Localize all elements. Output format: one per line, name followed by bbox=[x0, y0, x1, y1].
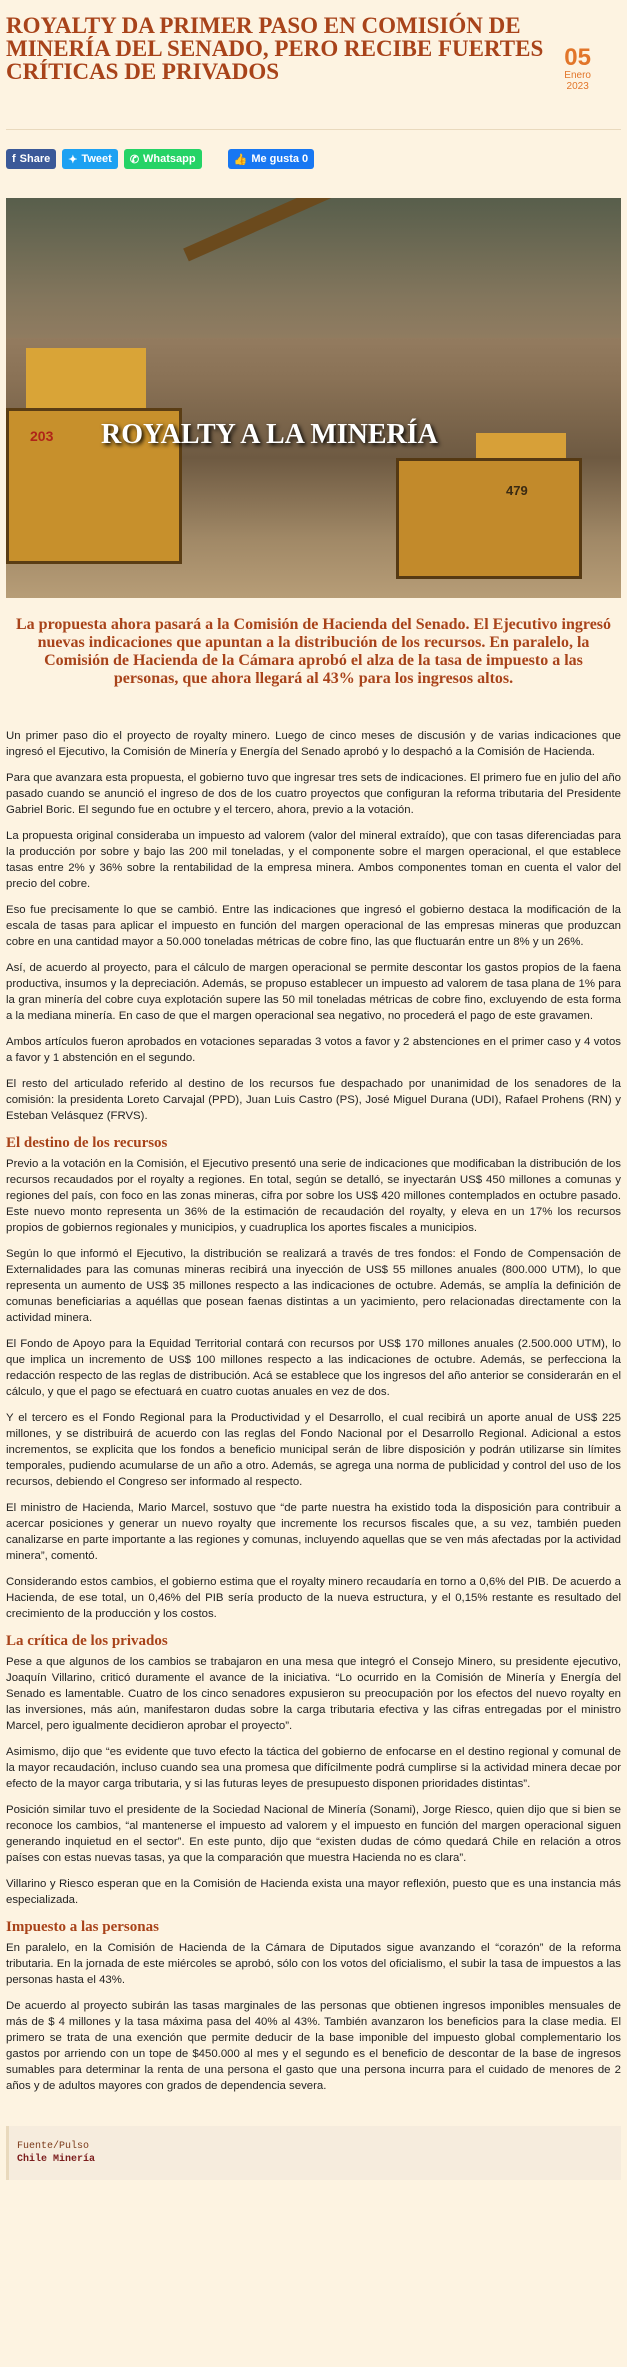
date-year: 2023 bbox=[566, 81, 589, 92]
thumbs-up-icon: 👍 bbox=[233, 153, 248, 166]
twitter-share-label: Tweet bbox=[81, 153, 112, 165]
truck-number-right: 479 bbox=[506, 483, 528, 498]
paragraph: Asimismo, dijo que “es evidente que tuvo efecto la táctica del gobierno de enfocarse en el destino regional y comunal de la mayor recaudación, incluso cuando sea una promesa que difícilmente podrá cumplirse si la actividad minera decae por efecto de la mayor carga tributaria, y si las futuras leyes de presupuesto disponen prioridades distintas”. bbox=[6, 1746, 621, 1790]
truck-number-left: 203 bbox=[30, 428, 54, 444]
paragraph: El Fondo de Apoyo para la Equidad Territorial contará con recursos por US$ 170 millones anuales (2.500.000 UTM), lo que implica un incremento de US$ 100 millones respecto a las indicaciones de octubre. Además, se perfecciona la redacción respecto de las reglas de distribución. Acá se establece que los ingresos del año anterior se considerarán en el cálculo, y que el pago se efectuará en cuatro cuotas anuales en vez de dos. bbox=[6, 1338, 621, 1398]
section-heading: Impuesto a las personas bbox=[6, 1919, 159, 1935]
paragraph: Según lo que informó el Ejecutivo, la distribución se realizará a través de tres fondos: el Fondo de Compensación de Externalidades para las comunas mineras recibirá una inyección de US$ 55 millones anuales (800.000 UTM), lo que representa un aumento de US$ 35 millones respecto a las indicaciones de octubre. Además, se amplía la definición de comunas beneficiarias a aquéllas que posean faenas distintas a un yacimiento, pero relacionadas directamente con la actividad minera. bbox=[6, 1248, 621, 1324]
paragraph: Posición similar tuvo el presidente de la Sociedad Nacional de Minería (Sonami), Jorge Riesco, quien dijo que si bien se reconoce los cambios, “al mantenerse el impuesto ad valorem y el impuesto en función del margen operacional siguen generando inquietud en el sector”. En este punto, dijo que “existen dudas de cómo quedará Chile en relación a otros países con estas nuevas tasas, ya que la comparación que muestra Hacienda no es clara”. bbox=[6, 1804, 621, 1864]
facebook-icon: f bbox=[12, 153, 16, 165]
twitter-icon: ✦ bbox=[68, 153, 78, 166]
paragraph: Ambos artículos fueron aprobados en votaciones separadas 3 votos a favor y 2 abstenciones en el primer caso y 4 votos a favor y 1 abstención en el segundo. bbox=[6, 1036, 621, 1064]
like-button[interactable] bbox=[228, 149, 315, 169]
paragraph: En paralelo, en la Comisión de Hacienda de la Cámara de Diputados sigue avanzando el “corazón” de la reforma tributaria. En la jornada de este miércoles se aprobó, sólo con los votos del oficialismo, el subir la tasa de impuestos a las personas hasta el 43%. bbox=[6, 1942, 621, 1986]
facebook-share-label: Share bbox=[19, 153, 51, 165]
whatsapp-icon: ✆ bbox=[129, 153, 140, 166]
hero-overlay-title: ROYALTY A LA MINERÍA bbox=[101, 419, 438, 450]
article-lead: La propuesta ahora pasará a la Comisión de Hacienda del Senado. El Ejecutivo ingresó nuevas indicaciones que apuntan a la distribución de los recursos. En paralelo, la Comisión de Hacienda de la Cámara aprobó el alza de la tasa de impuesto a las personas, que ahora llegará al 43% para los ingresos altos. bbox=[16, 616, 612, 687]
paragraph: Para que avanzara esta propuesta, el gobierno tuvo que ingresar tres sets de indicaciones. El primero fue en julio del año pasado cuando se anunció el ingreso de dos de los cuatro proyectos que configuran la reforma tributaria del Presidente Gabriel Boric. El segundo fue en octubre y el tercero, ahora, previo a la votación. bbox=[6, 772, 621, 816]
twitter-share-button[interactable] bbox=[62, 149, 118, 169]
paragraph: La propuesta original consideraba un impuesto ad valorem (valor del mineral extraído), que con tasas diferenciadas para la producción por sobre y bajo las 200 mil toneladas, y el componente sobre el margen operacional, el que establece tasas entre 2% y 36% sobre la rentabilidad de la empresa minera. Ambos componentes toman en cuenta el valor del precio del cobre. bbox=[6, 830, 621, 890]
source-value[interactable]: Chile Minería bbox=[17, 2154, 96, 2165]
source-label: Fuente/Pulso bbox=[17, 2141, 90, 2152]
source-box bbox=[6, 2126, 621, 2180]
publish-date bbox=[564, 46, 591, 92]
whatsapp-share-label: Whatsapp bbox=[143, 153, 196, 165]
divider bbox=[6, 129, 621, 130]
section-heading: La crítica de los privados bbox=[6, 1633, 168, 1649]
paragraph: Considerando estos cambios, el gobierno estima que el royalty minero recaudaría en torno a 0,6% del PIB. De acuerdo a Hacienda, de ese total, un 0,46% del PIB sería producto de la nueva estructura, y el 0,15% restante es resultado del crecimiento de la producción y los costos. bbox=[6, 1576, 621, 1620]
whatsapp-share-button[interactable] bbox=[124, 149, 202, 169]
date-month: Enero bbox=[564, 70, 591, 81]
article-body bbox=[0, 728, 627, 2094]
paragraph: Previo a la votación en la Comisión, el Ejecutivo presentó una serie de indicaciones que modificaban la distribución de los recursos recaudados por el royalty a regiones. En total, según se detalló, se inyectarán US$ 450 millones a comunas y regiones del país, con foco en las zonas mineras, cifra por sobre los US$ 420 millones contemplados en octubre pasado. Este nuevo monto representa un 36% de la estimación de recaudación del royalty, y eleva en un 17% los recursos propios de gobiernos regionales y municipios, y cuadruplica los aportes fiscales a municipios. bbox=[6, 1158, 621, 1234]
article-title: ROYALTY DA PRIMER PASO EN COMISIÓN DE MINERÍA DEL SENADO, PERO RECIBE FUERTES CRÍTICAS DE PRIVADOS bbox=[6, 13, 544, 84]
paragraph: Villarino y Riesco esperan que en la Comisión de Hacienda exista una mayor reflexión, puesto que es una instancia más especializada. bbox=[6, 1878, 621, 1906]
paragraph: El ministro de Hacienda, Mario Marcel, sostuvo que “de parte nuestra ha existido toda la disposición para contribuir a acercar posiciones y generar un nuevo royalty que incremente los recursos fiscales que, a su vez, también pueden canalizarse en parte importante a las regiones y comunas, incluyendo aquellas que se ven más afectadas por la actividad minera”, comentó. bbox=[6, 1502, 621, 1562]
like-label: Me gusta 0 bbox=[251, 153, 309, 165]
share-bar bbox=[0, 148, 627, 170]
paragraph: Y el tercero es el Fondo Regional para la Productividad y el Desarrollo, el cual recibirá un aporte anual de US$ 225 millones, y se distribuirá de acuerdo con las reglas del Fondo Nacional por el Desarrollo Regional. Adicional a estos incrementos, se explicita que los fondos a beneficio municipal serán de libre disposición y podrán utilizarse sin límites temporales, pudiendo acumularse de un año a otro. Además, se agrega una norma de publicidad y control del uso de los recursos, debiendo el Congreso ser informado al respecto. bbox=[6, 1412, 621, 1488]
mining-truck-right bbox=[396, 458, 582, 579]
paragraph: El resto del articulado referido al destino de los recursos fue despachado por unanimidad de los senadores de la comisión: la presidenta Loreto Carvajal (PPD), Juan Luis Castro (PS), José Miguel Durana (UDI), Rafael Prohens (RN) y Esteban Velásquez (FRVS). bbox=[6, 1078, 621, 1122]
section-heading: El destino de los recursos bbox=[6, 1135, 168, 1151]
facebook-share-button[interactable] bbox=[6, 149, 56, 169]
date-day: 05 bbox=[564, 44, 591, 71]
paragraph: Así, de acuerdo al proyecto, para el cálculo de margen operacional se permite descontar los gastos propios de la faena productiva, insumos y la depreciación. Además, se propuso establecer un impuesto ad valorem de tasa plana de 1% para la gran minería del cobre cuya explotación supere las 50 mil toneladas métricas de cobre fino, excluyendo de esta forma a la mediana minería. En caso de que el margen operacional sea negativo, no procederá el pago de este gravamen. bbox=[6, 962, 621, 1022]
paragraph: De acuerdo al proyecto subirán las tasas marginales de las personas que obtienen ingresos imponibles mensuales de más de $ 4 millones y la tasa máxima pasa del 40% al 43%. También avanzaron los beneficios para la clase media. El primero se trata de una exención que permite deducir de la base imponible del impuesto global complementario los gastos por arriendo con un tope de $450.000 al mes y el segundo es el beneficio de descontar de la base de ingresos sumables para determinar la renta de una persona el gasto que una persona incurra para el cuidado de menores de 2 años y de adultos mayores con grados de dependencia severa. bbox=[6, 2000, 621, 2092]
paragraph: Un primer paso dio el proyecto de royalty minero. Luego de cinco meses de discusión y de varias indicaciones que ingresó el Ejecutivo, la Comisión de Minería y Energía del Senado aprobó y lo despachó a la Comisión de Hacienda. bbox=[6, 730, 621, 758]
paragraph: Pese a que algunos de los cambios se trabajaron en una mesa que integró el Consejo Minero, su presidente ejecutivo, Joaquín Villarino, criticó duramente el avance de la iniciativa. “Lo ocurrido en la Comisión de Minería y Energía del Senado es lamentable. Cuatro de los cinco senadores expusieron su preocupación por los efectos del nuevo royalty en las inversiones, más aún, manifestaron dudas sobre la carga tributaria efectiva y las cifras entregadas por el ministro Marcel, pero igualmente decidieron aprobar el proyecto”. bbox=[6, 1656, 621, 1732]
paragraph: Eso fue precisamente lo que se cambió. Entre las indicaciones que ingresó el gobierno destaca la modificación de la escala de tasas para aplicar el impuesto en función del margen operacional de las empresas mineras que produzcan cobre en una cantidad mayor a 50.000 toneladas métricas de cobre fino, las que fluctuarán entre un 8% y un 26%. bbox=[6, 904, 621, 948]
article-header bbox=[0, 0, 627, 92]
hero-image bbox=[6, 198, 621, 598]
